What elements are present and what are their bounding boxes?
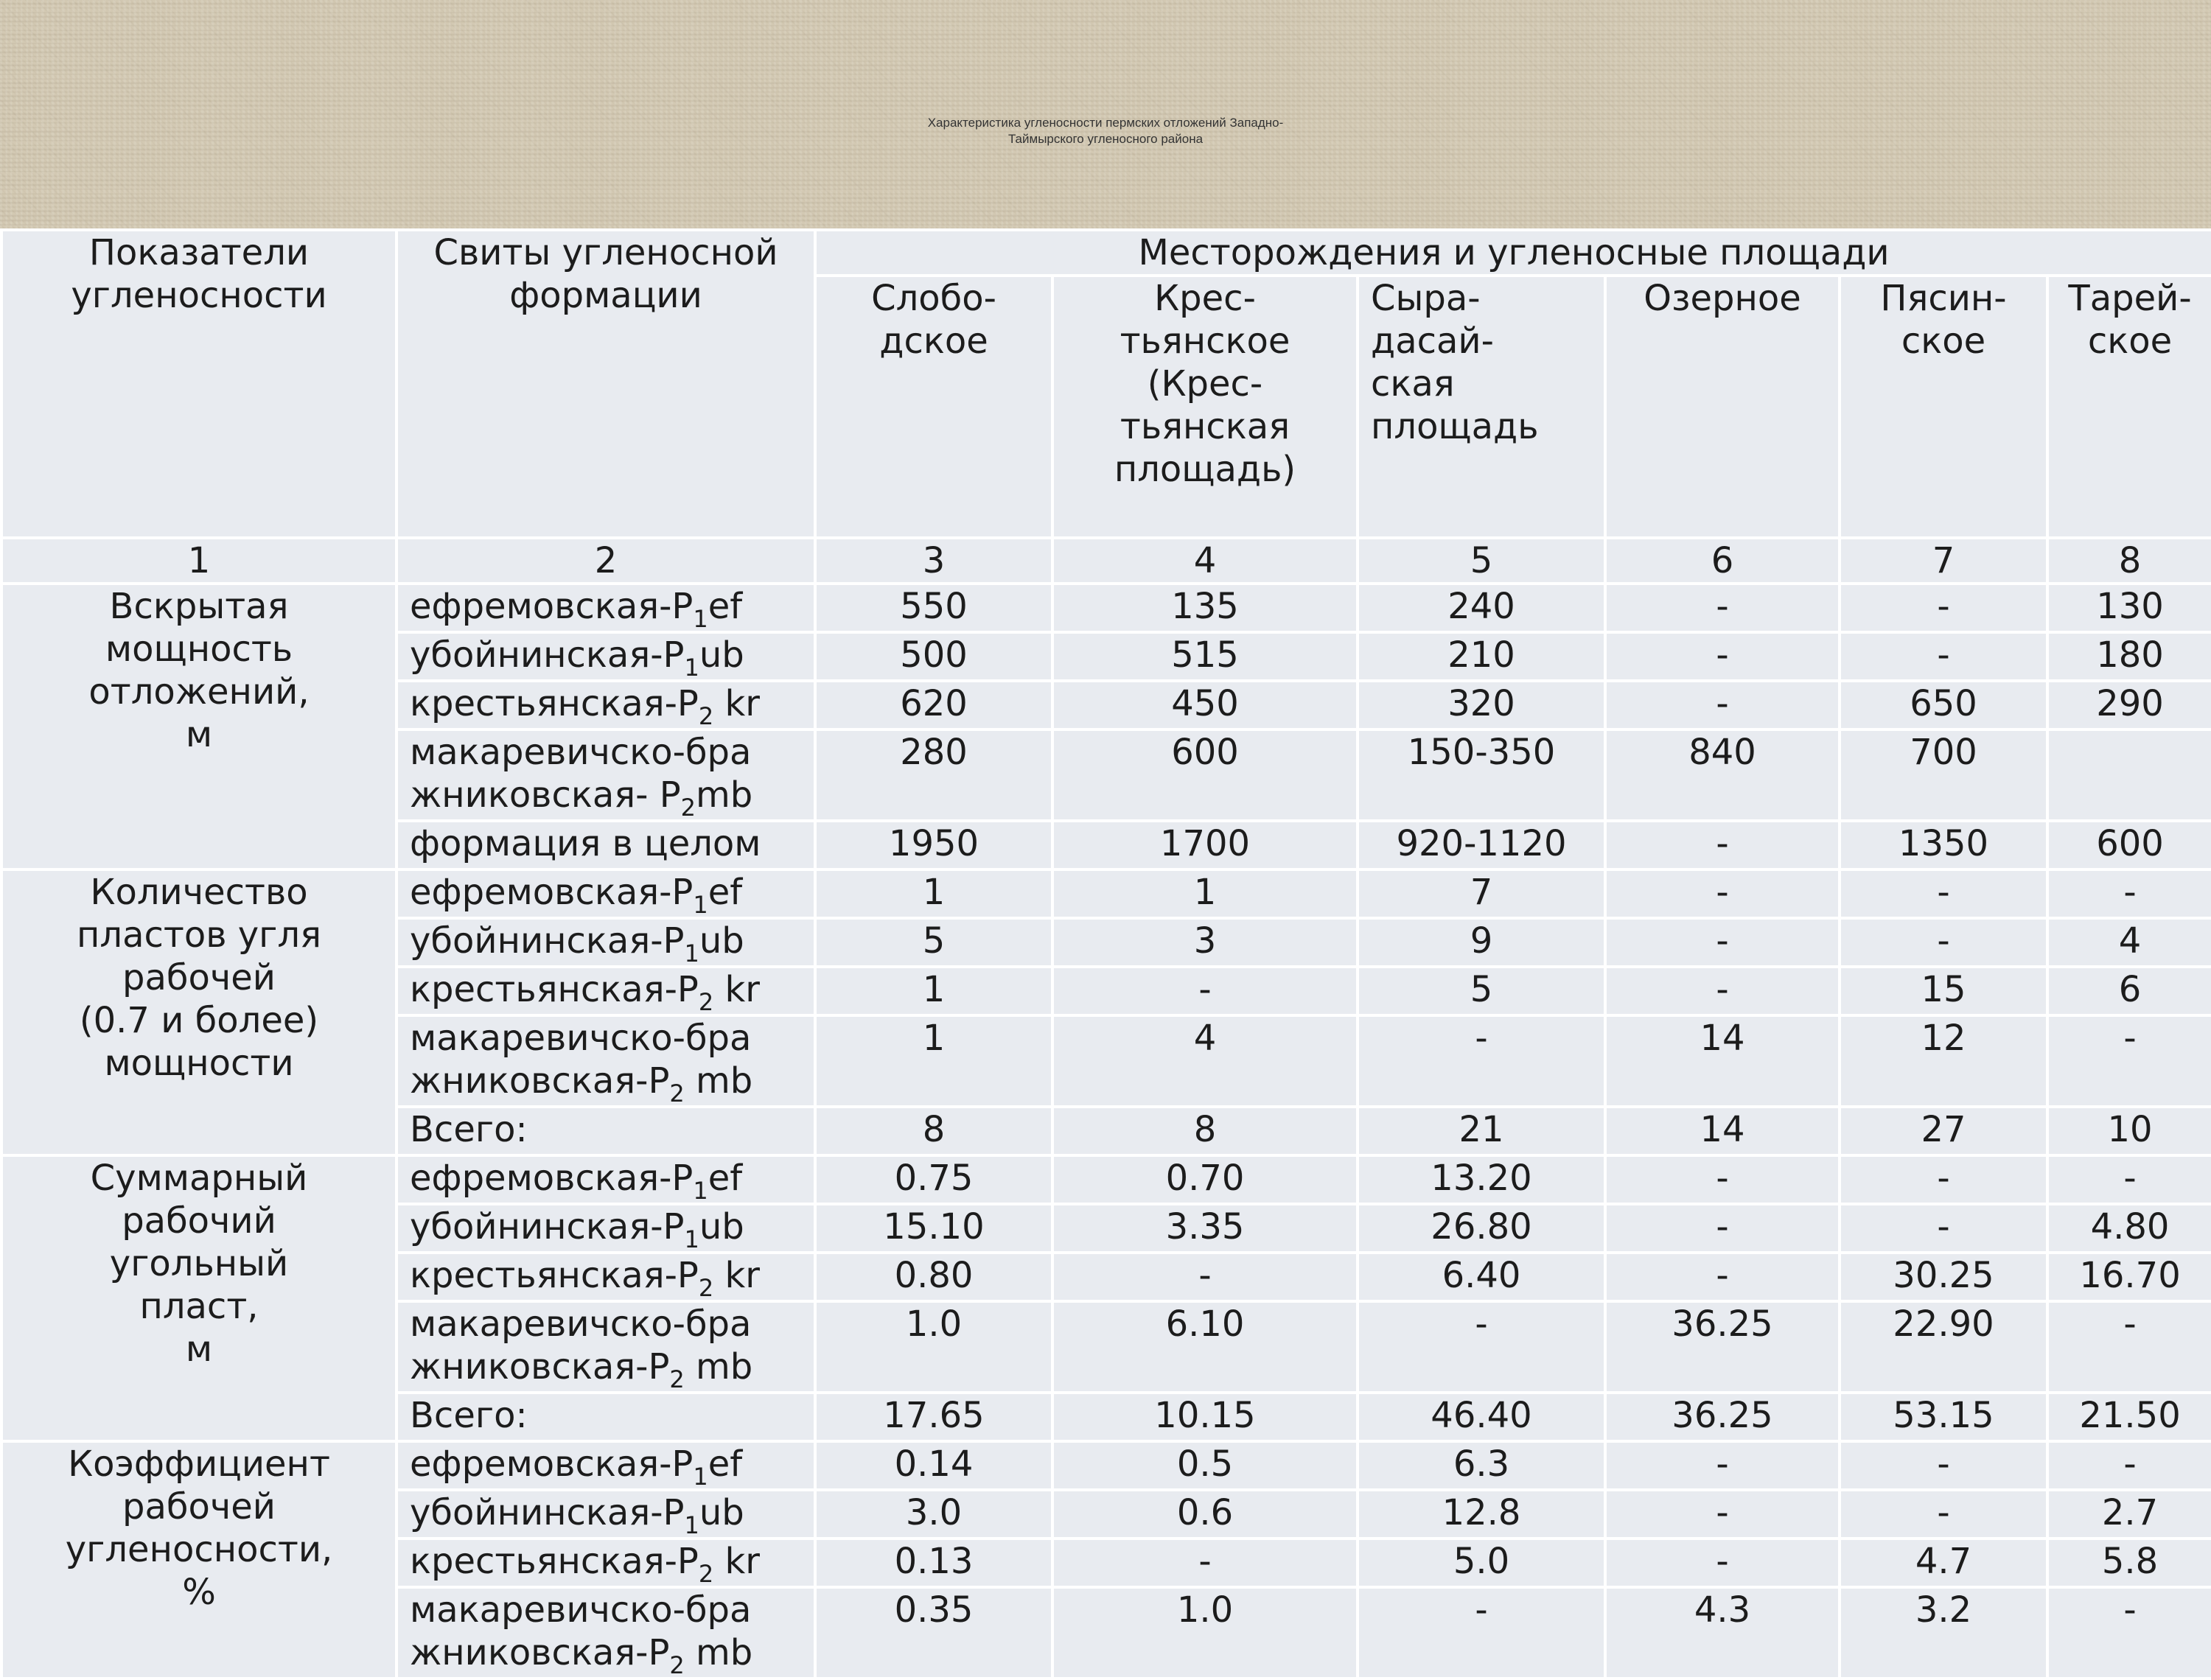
value-cell: 920-1120 xyxy=(1358,821,1605,869)
value-cell: 840 xyxy=(1605,729,1840,821)
value-cell: 5.8 xyxy=(2047,1539,2211,1587)
suite-name-line: убойнинская-$P_1ub$ xyxy=(410,1492,744,1539)
value-cell: - xyxy=(1840,1490,2047,1539)
value-cell: 1950 xyxy=(815,821,1052,869)
header-suites-line: Свиты угленосной xyxy=(433,232,778,273)
header-field-line: тьянское xyxy=(1120,321,1290,362)
value-cell: 0.6 xyxy=(1052,1490,1358,1539)
value-cell: 1.0 xyxy=(815,1301,1052,1393)
group-label-line: (0.7 и более) xyxy=(79,1000,319,1041)
suite-subscript: 2 xyxy=(698,1560,714,1587)
value-cell: 10.15 xyxy=(1052,1393,1358,1441)
value-cell: 30.25 xyxy=(1840,1253,2047,1301)
group-label-line: мощности xyxy=(104,1043,294,1084)
value-cell: - xyxy=(1840,632,2047,681)
header-field-line: ская xyxy=(1371,363,1455,405)
value-cell: 320 xyxy=(1358,681,1605,729)
value-cell: - xyxy=(1840,1155,2047,1204)
header-field-line: Озерное xyxy=(1644,278,1801,319)
value-cell: 130 xyxy=(2047,584,2211,632)
header-field-2 xyxy=(1052,276,1358,538)
suite-name xyxy=(397,1253,815,1301)
column-number: 7 xyxy=(1840,538,2047,584)
value-cell: - xyxy=(1840,918,2047,967)
suite-name xyxy=(397,632,815,681)
header-field-3 xyxy=(1358,276,1605,538)
suite-subscript: 2 xyxy=(698,702,714,729)
value-cell: 3 xyxy=(1052,918,1358,967)
header-suites xyxy=(397,230,815,538)
header-field-line: ское xyxy=(1901,321,1986,362)
value-cell: - xyxy=(1605,632,1840,681)
value-cell: 650 xyxy=(1840,681,2047,729)
suite-name-line: крестьянская-$P_2$ kr xyxy=(410,1541,760,1587)
suite-name xyxy=(397,1204,815,1253)
value-cell: - xyxy=(1052,1253,1358,1301)
value-cell: 290 xyxy=(2047,681,2211,729)
value-cell: 46.40 xyxy=(1358,1393,1605,1441)
suite-subscript: 2 xyxy=(669,1365,685,1393)
value-cell: - xyxy=(1840,584,2047,632)
value-cell: 4.7 xyxy=(1840,1539,2047,1587)
value-cell: 2.7 xyxy=(2047,1490,2211,1539)
value-cell: - xyxy=(2047,869,2211,918)
value-cell: - xyxy=(1840,1204,2047,1253)
value-cell: 180 xyxy=(2047,632,2211,681)
group-label-line: угольный xyxy=(109,1243,289,1284)
header-field-4 xyxy=(1605,276,1840,538)
value-cell: 14 xyxy=(1605,1015,1840,1107)
value-cell: 515 xyxy=(1052,632,1358,681)
value-cell: - xyxy=(1605,1253,1840,1301)
value-cell: - xyxy=(1605,681,1840,729)
suite-name xyxy=(397,1539,815,1587)
value-cell: 700 xyxy=(1840,729,2047,821)
header-field-line: Крес- xyxy=(1154,278,1256,319)
suite-name-line: макаревичско-бра xyxy=(410,1018,752,1059)
value-cell: - xyxy=(2047,1155,2211,1204)
suite-name-line: жниковская-$P_2$ mb xyxy=(410,1632,753,1679)
suite-name-line: жниковская-$P_2$ mb xyxy=(410,1060,753,1107)
value-cell: 0.75 xyxy=(815,1155,1052,1204)
value-cell: 240 xyxy=(1358,584,1605,632)
group-label-1 xyxy=(1,584,397,869)
group-label-line: мощность xyxy=(105,629,293,670)
suite-name xyxy=(397,1490,815,1539)
suite-name-line: крестьянская-$P_2$ kr xyxy=(410,683,760,729)
value-cell: - xyxy=(1052,967,1358,1015)
slide-title-line-2: Таймырского угленосного района xyxy=(1007,132,1204,146)
value-cell: 16.70 xyxy=(2047,1253,2211,1301)
value-cell: 12 xyxy=(1840,1015,2047,1107)
suite-name xyxy=(397,1587,815,1679)
value-cell: 0.14 xyxy=(815,1441,1052,1490)
group-label-line: рабочий xyxy=(122,1200,276,1242)
group-label-line: Вскрытая xyxy=(109,586,289,627)
suite-name-line: жниковская-$P_2$ mb xyxy=(410,1346,753,1393)
header-indicators xyxy=(1,230,397,538)
header-row-top xyxy=(1,230,2211,276)
value-cell: 4 xyxy=(1052,1015,1358,1107)
value-cell: 6 xyxy=(2047,967,2211,1015)
suite-name xyxy=(397,869,815,918)
suite-name xyxy=(397,1155,815,1204)
group-label-line: % xyxy=(182,1572,216,1613)
value-cell: 36.25 xyxy=(1605,1301,1840,1393)
table-row xyxy=(1,869,2211,918)
suite-name-line: Всего: xyxy=(410,1109,528,1150)
value-cell: 0.80 xyxy=(815,1253,1052,1301)
suite-name-line: ефремовская-$P_1ef$ xyxy=(410,586,743,632)
value-cell: 13.20 xyxy=(1358,1155,1605,1204)
value-cell: 210 xyxy=(1358,632,1605,681)
suite-subscript: 2 xyxy=(698,988,714,1015)
suite-name xyxy=(397,584,815,632)
header-field-line: Сыра- xyxy=(1371,278,1481,319)
value-cell: 0.13 xyxy=(815,1539,1052,1587)
value-cell: 36.25 xyxy=(1605,1393,1840,1441)
value-cell: - xyxy=(1358,1015,1605,1107)
value-cell: - xyxy=(1840,1441,2047,1490)
value-cell: 620 xyxy=(815,681,1052,729)
header-field-5 xyxy=(1840,276,2047,538)
suite-name xyxy=(397,1301,815,1393)
value-cell: 26.80 xyxy=(1358,1204,1605,1253)
value-cell: 9 xyxy=(1358,918,1605,967)
value-cell: 4 xyxy=(2047,918,2211,967)
value-cell: 1 xyxy=(1052,869,1358,918)
value-cell: 4.3 xyxy=(1605,1587,1840,1679)
value-cell: 17.65 xyxy=(815,1393,1052,1441)
suite-subscript: 1 xyxy=(693,605,708,632)
header-field-line: Слобо- xyxy=(871,278,996,319)
header-field-line: дское xyxy=(879,321,988,362)
group-label-line: рабочей xyxy=(122,957,276,998)
value-cell: 14 xyxy=(1605,1107,1840,1155)
suite-name-line: ефремовская-$P_1ef$ xyxy=(410,1443,743,1490)
suite-name-line: убойнинская-$P_1ub$ xyxy=(410,634,744,681)
value-cell: 5.0 xyxy=(1358,1539,1605,1587)
group-label-4 xyxy=(1,1441,397,1679)
header-field-line: площадь) xyxy=(1114,449,1296,490)
column-number: 4 xyxy=(1052,538,1358,584)
value-cell: - xyxy=(1605,1441,1840,1490)
table-row xyxy=(1,1441,2211,1490)
value-cell: 135 xyxy=(1052,584,1358,632)
value-cell xyxy=(2047,729,2211,821)
value-cell: 0.5 xyxy=(1052,1441,1358,1490)
value-cell: 1350 xyxy=(1840,821,2047,869)
value-cell: - xyxy=(2047,1015,2211,1107)
group-label-line: рабочей xyxy=(122,1486,276,1527)
header-field-line: Пясин- xyxy=(1880,278,2007,319)
value-cell: 8 xyxy=(1052,1107,1358,1155)
suite-name xyxy=(397,1015,815,1107)
value-cell: 1 xyxy=(815,967,1052,1015)
value-cell: 550 xyxy=(815,584,1052,632)
value-cell: 21 xyxy=(1358,1107,1605,1155)
group-label-line: отложений, xyxy=(88,671,310,713)
group-label-line: Суммарный xyxy=(90,1158,308,1199)
suite-name xyxy=(397,1441,815,1490)
group-label-line: Количество xyxy=(90,872,308,913)
suite-subscript: 2 xyxy=(669,1651,685,1679)
header-field-line: площадь xyxy=(1371,406,1539,447)
value-cell: - xyxy=(1605,869,1840,918)
suite-subscript: 1 xyxy=(693,891,708,918)
column-number: 8 xyxy=(2047,538,2211,584)
header-field-line: (Крес- xyxy=(1147,363,1263,405)
value-cell: 3.35 xyxy=(1052,1204,1358,1253)
value-cell: 5 xyxy=(1358,967,1605,1015)
table-row xyxy=(1,584,2211,632)
value-cell: - xyxy=(1605,821,1840,869)
suite-name-line: формация в целом xyxy=(410,823,761,864)
value-cell: - xyxy=(1358,1301,1605,1393)
column-number: 5 xyxy=(1358,538,1605,584)
value-cell: 600 xyxy=(1052,729,1358,821)
suite-name xyxy=(397,681,815,729)
header-field-line: тьянская xyxy=(1120,406,1290,447)
value-cell: 0.70 xyxy=(1052,1155,1358,1204)
group-label-line: Коэффициент xyxy=(68,1443,330,1485)
table-body xyxy=(1,230,2211,1679)
value-cell: - xyxy=(2047,1301,2211,1393)
value-cell: 4.80 xyxy=(2047,1204,2211,1253)
suite-name xyxy=(397,821,815,869)
header-field-line: Тарей- xyxy=(2068,278,2192,319)
suite-name-line: убойнинская-$P_1ub$ xyxy=(410,920,744,967)
value-cell: 1.0 xyxy=(1052,1587,1358,1679)
value-cell: 21.50 xyxy=(2047,1393,2211,1441)
suite-subscript: 1 xyxy=(693,1463,708,1490)
header-field-line: ское xyxy=(2087,321,2173,362)
value-cell: 1700 xyxy=(1052,821,1358,869)
suite-name-line: макаревичско-бра xyxy=(410,732,752,773)
value-cell: 1 xyxy=(815,869,1052,918)
value-cell: 150-350 xyxy=(1358,729,1605,821)
suite-name-line: макаревичско-бра xyxy=(410,1303,752,1345)
value-cell: 12.8 xyxy=(1358,1490,1605,1539)
suite-name xyxy=(397,967,815,1015)
header-field-line: дасай- xyxy=(1371,321,1494,362)
suite-name-line: макаревичско-бра xyxy=(410,1589,752,1631)
group-label-line: угленосности, xyxy=(65,1529,333,1570)
suite-subscript: 2 xyxy=(669,1079,685,1107)
column-number: 6 xyxy=(1605,538,1840,584)
value-cell: 22.90 xyxy=(1840,1301,2047,1393)
value-cell: - xyxy=(2047,1587,2211,1679)
value-cell: - xyxy=(1840,869,2047,918)
group-label-line: м xyxy=(185,1329,213,1370)
value-cell: 280 xyxy=(815,729,1052,821)
suite-subscript: 1 xyxy=(684,939,699,967)
suite-subscript: 1 xyxy=(684,654,699,681)
suite-subscript: 1 xyxy=(684,1511,699,1539)
suite-name-line: жниковская- $P_2mb$ xyxy=(410,774,753,821)
value-cell: - xyxy=(1052,1539,1358,1587)
group-label-line: м xyxy=(185,714,213,755)
slide-title xyxy=(737,115,1474,147)
slide-title-line-1: Характеристика угленосности пермских отложений Западно- xyxy=(927,116,1284,130)
group-label-line: пластов угля xyxy=(77,914,321,956)
value-cell: 3.0 xyxy=(815,1490,1052,1539)
value-cell: 5 xyxy=(815,918,1052,967)
value-cell: 6.3 xyxy=(1358,1441,1605,1490)
value-cell: 450 xyxy=(1052,681,1358,729)
column-number: 3 xyxy=(815,538,1052,584)
group-label-line: пласт, xyxy=(139,1286,259,1327)
value-cell: - xyxy=(1605,1539,1840,1587)
value-cell: 600 xyxy=(2047,821,2211,869)
value-cell: - xyxy=(1605,1490,1840,1539)
suite-subscript: 2 xyxy=(698,1274,714,1301)
suite-name-line: убойнинская-$P_1ub$ xyxy=(410,1206,744,1253)
value-cell: 10 xyxy=(2047,1107,2211,1155)
value-cell: - xyxy=(1605,1155,1840,1204)
header-deposits: Месторождения и угленосные площади xyxy=(815,230,2211,276)
suite-subscript: 1 xyxy=(693,1177,708,1204)
suite-name xyxy=(397,729,815,821)
value-cell: - xyxy=(1605,918,1840,967)
value-cell: 8 xyxy=(815,1107,1052,1155)
suite-name xyxy=(397,1393,815,1441)
value-cell: 1 xyxy=(815,1015,1052,1107)
column-number: 2 xyxy=(397,538,815,584)
value-cell: 0.35 xyxy=(815,1587,1052,1679)
suite-name-line: крестьянская-$P_2$ kr xyxy=(410,969,760,1015)
header-field-1 xyxy=(815,276,1052,538)
value-cell: 7 xyxy=(1358,869,1605,918)
value-cell: 53.15 xyxy=(1840,1393,2047,1441)
column-numbers-row xyxy=(1,538,2211,584)
coal-table xyxy=(0,228,2211,1680)
suite-subscript: 2 xyxy=(680,794,696,821)
header-field-6 xyxy=(2047,276,2211,538)
value-cell: 6.10 xyxy=(1052,1301,1358,1393)
value-cell: - xyxy=(2047,1441,2211,1490)
value-cell: 3.2 xyxy=(1840,1587,2047,1679)
suite-name-line: крестьянская-$P_2$ kr xyxy=(410,1255,760,1301)
header-suites-line: формации xyxy=(509,275,702,316)
value-cell: 500 xyxy=(815,632,1052,681)
group-label-3 xyxy=(1,1155,397,1441)
value-cell: 15 xyxy=(1840,967,2047,1015)
value-cell: - xyxy=(1605,967,1840,1015)
header-indicators-line: угленосности xyxy=(71,275,327,316)
suite-name-line: ефремовская-$P_1ef$ xyxy=(410,872,743,918)
group-label-2 xyxy=(1,869,397,1155)
column-number: 1 xyxy=(1,538,397,584)
value-cell: 15.10 xyxy=(815,1204,1052,1253)
suite-name xyxy=(397,1107,815,1155)
suite-name-line: ефремовская-$P_1ef$ xyxy=(410,1158,743,1204)
value-cell: - xyxy=(1605,584,1840,632)
value-cell: 27 xyxy=(1840,1107,2047,1155)
value-cell: - xyxy=(1358,1587,1605,1679)
suite-subscript: 1 xyxy=(684,1225,699,1253)
suite-name xyxy=(397,918,815,967)
suite-name-line: Всего: xyxy=(410,1395,528,1436)
header-indicators-line: Показатели xyxy=(88,232,310,273)
value-cell: 6.40 xyxy=(1358,1253,1605,1301)
value-cell: - xyxy=(1605,1204,1840,1253)
table-row xyxy=(1,1155,2211,1204)
